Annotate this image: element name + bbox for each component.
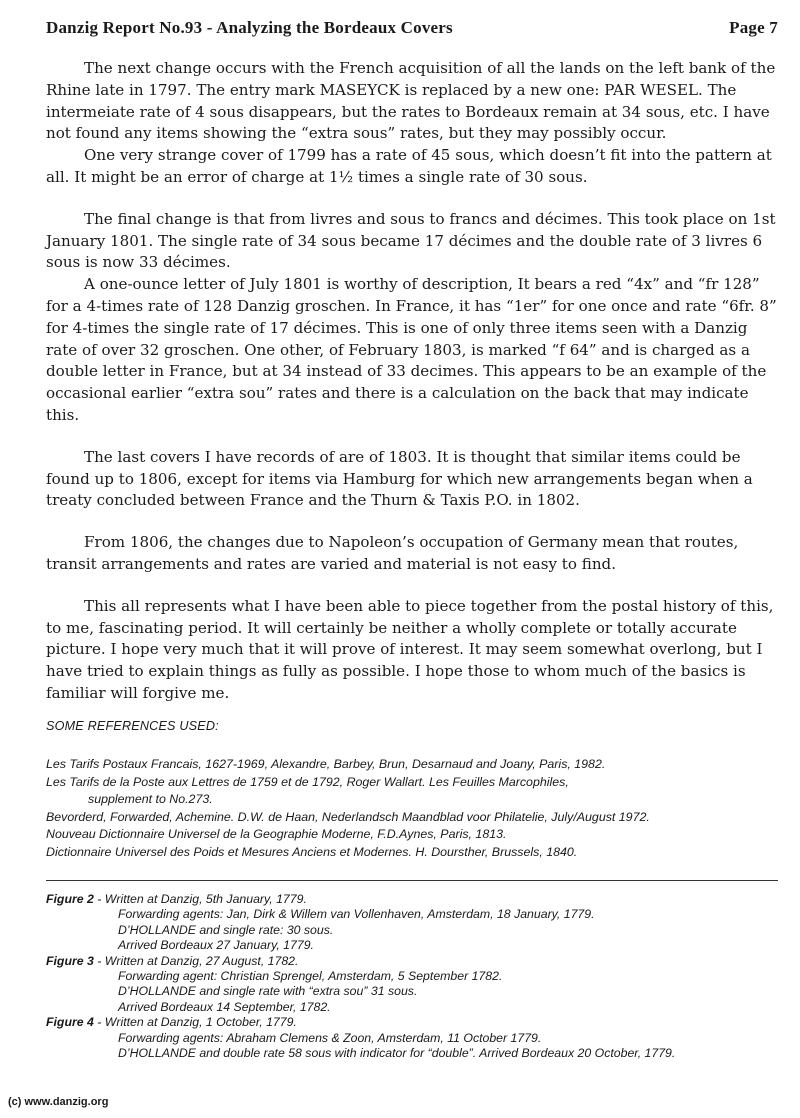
figure-caption-line: Forwarding agent: Christian Sprengel, Amsterdam, 5 September 1782.	[118, 969, 503, 984]
reference-item: Dictionnaire Universel des Poids et Mesures Anciens et Modernes. H. Doursther, Brussels, 1840.	[46, 844, 578, 859]
reference-item: Les Tarifs Postaux Francais, 1627-1969, Alexandre, Barbey, Brun, Desarnaud and Joany, Paris, 1982.	[46, 757, 606, 771]
report-title: Danzig Report No.93 - Analyzing the Bordeaux Covers	[46, 18, 453, 37]
figure-caption-line: D’HOLLANDE and double rate 58 sous with indicator for “double”. Arrived Bordeaux 20 October, 1779.	[118, 1046, 676, 1061]
reference-item: Bevorderd, Forwarded, Achemine. D.W. de Haan, Nederlandsch Maandblad voor Philatelie, July/August 1972.	[46, 809, 650, 824]
page-header	[46, 18, 778, 38]
reference-item: supplement to No.273.	[88, 792, 213, 807]
figure-caption-heading	[46, 954, 778, 969]
figure-lead: - Written at Danzig, 1 October, 1779.	[93, 1015, 297, 1030]
figure-lead: - Written at Danzig, 5th January, 1779.	[93, 892, 307, 906]
figure-lead: - Written at Danzig, 27 August, 1782.	[93, 953, 299, 968]
page-number: Page 7	[729, 18, 778, 37]
paragraph: The last covers I have records of are of 1803. It is thought that similar items could be found up to 1806, except for items via Hamburg for which new arrangements began when a treaty concluded between France and the Thurn & Taxis P.O. in 1802.	[46, 447, 753, 510]
figure-label: Figure 4	[46, 1015, 94, 1030]
reference-item: Nouveau Dictionnaire Universel de la Geographie Moderne, F.D.Aynes, Paris, 1813.	[46, 827, 507, 842]
copyright-footer: (c) www.danzig.org	[8, 1096, 109, 1108]
figure-caption-line: D’HOLLANDE and single rate with “extra sou” 31 sous.	[118, 984, 418, 999]
figure-label: Figure 3	[46, 953, 94, 968]
figure-caption-line: Arrived Bordeaux 27 January, 1779.	[118, 938, 314, 953]
figure-caption-line: Arrived Bordeaux 14 September, 1782.	[118, 999, 331, 1014]
divider	[46, 880, 778, 881]
figure-caption-line: Forwarding agents: Abraham Clemens & Zoon, Amsterdam, 11 October 1779.	[118, 1030, 542, 1045]
paragraph: From 1806, the changes due to Napoleon’s occupation of Germany mean that routes, transit arrangements and rates are varied and material is not easy to find.	[46, 533, 739, 573]
paragraph: A one-ounce letter of July 1801 is worthy of description, It bears a red “4x” and “fr 128” for a 4-times rate of 128 Danzig groschen. In France, it has “1er” for one once and rate “6fr. 8” for 4-times the single rate of 17 décimes. This is one of only three items seen with a Danzig rate of over 32 groschen. One other, of February 1803, is marked “f 64” and is charged as a double letter in France, but at 34 instead of 33 decimes. This appears to be an example of the occasional earlier “extra sou” rates and there is a calculation on the back that may indicate this.	[46, 275, 777, 424]
figure-captions	[46, 892, 778, 1061]
references-list	[46, 756, 778, 862]
paragraph: One very strange cover of 1799 has a rate of 45 sous, which doesn’t fit into the pattern at all. It might be an error of charge at 1½ times a single rate of 30 sous.	[46, 146, 772, 186]
reference-item: Les Tarifs de la Poste aux Lettres de 1759 et de 1792, Roger Wallart. Les Feuilles Marcophiles,	[46, 774, 569, 789]
figure-caption-line: D’HOLLANDE and single rate: 30 sous.	[118, 922, 334, 937]
references-heading: SOME REFERENCES USED:	[46, 719, 219, 733]
figure-label: Figure 2	[46, 892, 94, 906]
figure-caption-line: Forwarding agents: Jan, Dirk & Willem van Vollenhaven, Amsterdam, 18 January, 1779.	[118, 907, 595, 922]
paragraph: The final change is that from livres and sous to francs and décimes. This took place on 1st January 1801. The single rate of 34 sous became 17 décimes and the double rate of 3 livres 6 sous is now 33 décimes.	[46, 209, 776, 272]
figure-caption-heading	[46, 892, 778, 907]
paragraph: This all represents what I have been able to piece together from the postal history of this, to me, fascinating period. It will certainly be neither a wholly complete or totally accurate picture. I hope very much that it will prove of interest. It may seem somewhat overlong, but I have tried to explain things as fully as possible. I hope those to whom much of the basics is familiar will forgive me.	[46, 596, 774, 702]
paragraph: The next change occurs with the French acquisition of all the lands on the left bank of the Rhine late in 1797. The entry mark MASEYCK is replaced by a new one: PAR WESEL. The intermeiate rate of 4 sous disappears, but the rates to Bordeaux remain at 34 sous, etc. I have not found any items showing the “extra sous” rates, but they may possibly occur.	[46, 59, 776, 143]
figure-caption-heading	[46, 1015, 778, 1030]
article-body	[46, 58, 778, 705]
